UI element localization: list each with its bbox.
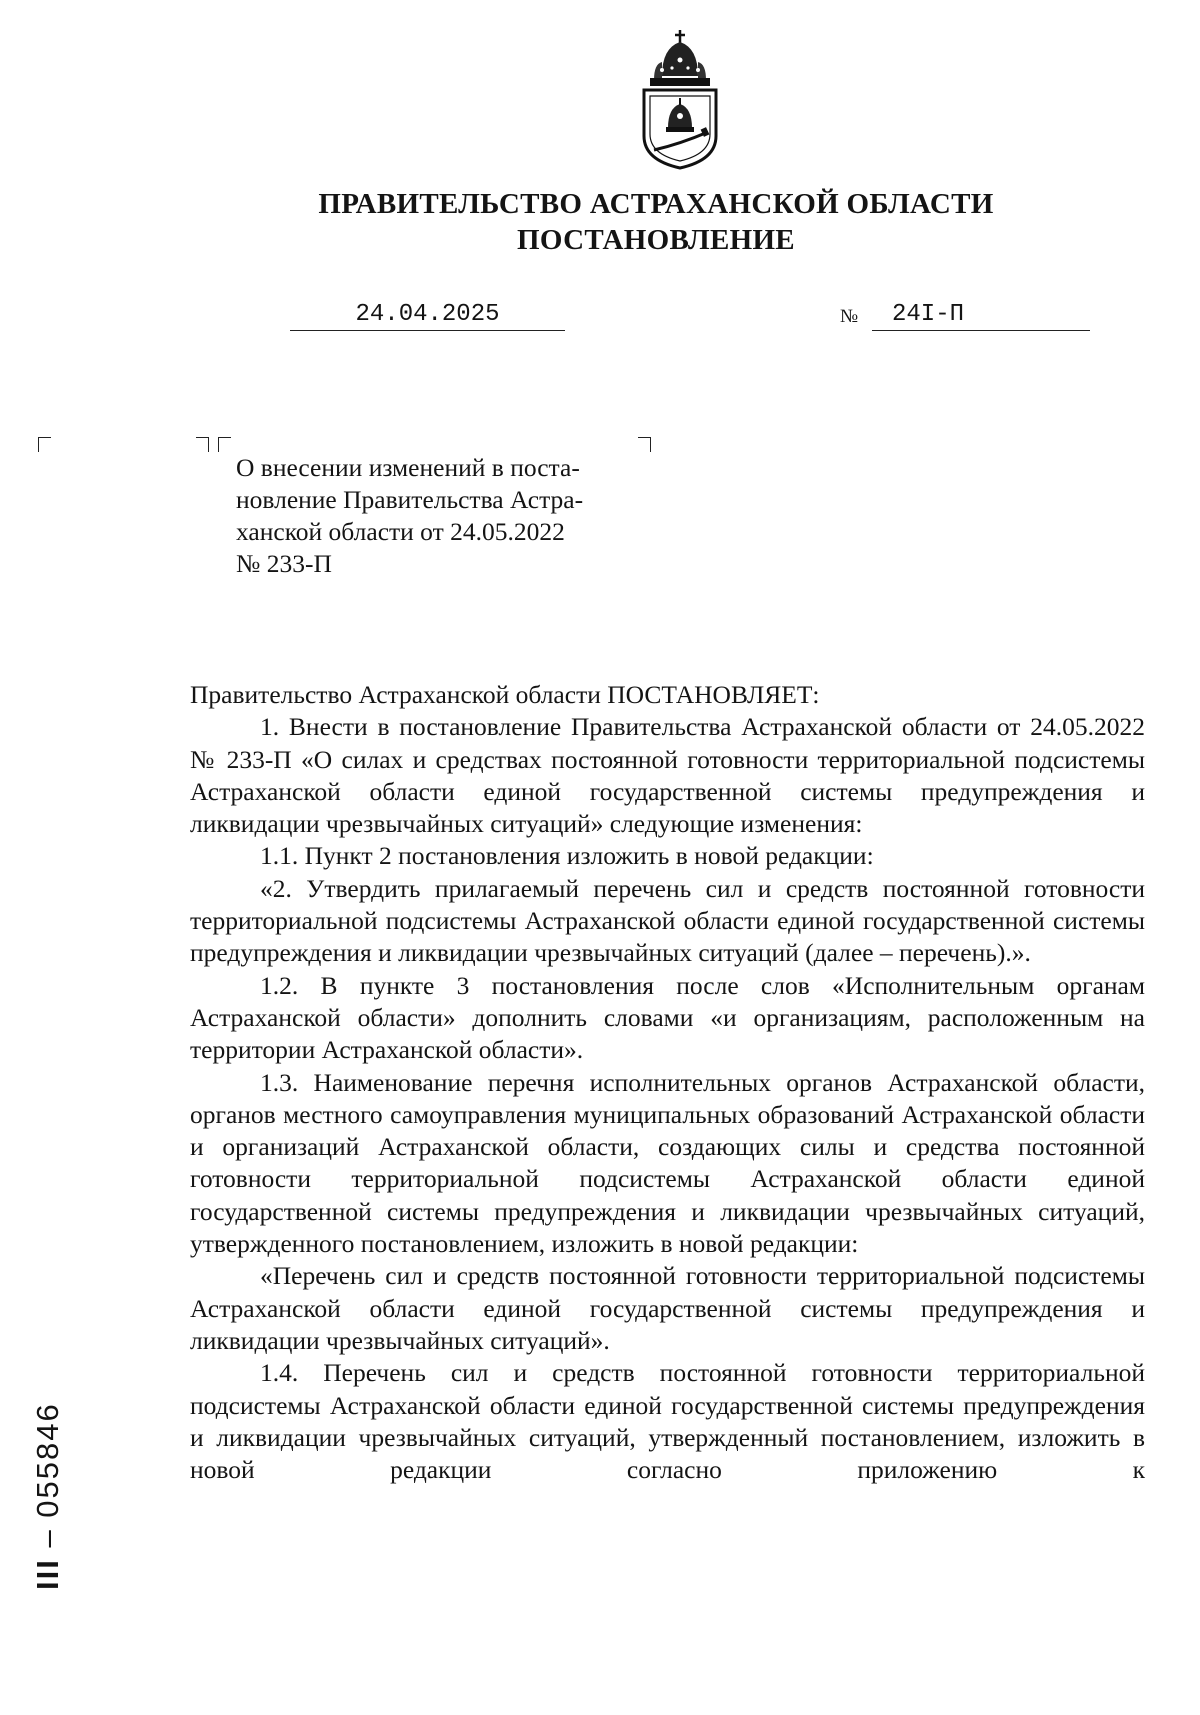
stamp-series: III [30, 1558, 65, 1590]
resolution-lead: Правительство Астраханской области ПОСТАНОВЛЯЕТ: [190, 680, 820, 709]
paragraph-1-1-quote: «2. Утвердить прилагаемый перечень сил и средств постоянной готовности территориальной подсистемы Астраханской области единой государственной системы предупреждения и ликвидации чрезвычайных ситуаций (далее – перечень).». [190, 873, 1145, 968]
corner-mark [638, 437, 651, 452]
paragraph-1-2: 1.2. В пункте 3 постановления после слов «Исполнительным органам Астраханской области» дополнить словами «и организациям, расположенным на территории Астраханской области». [190, 970, 1145, 1065]
stamp-serial-number: 055846 [30, 1402, 65, 1518]
subject-line: О внесении изменений в поста- [236, 453, 580, 482]
authority-title: ПРАВИТЕЛЬСТВО АСТРАХАНСКОЙ ОБЛАСТИ [318, 188, 994, 220]
corner-mark [196, 437, 209, 452]
coat-of-arms-icon [632, 28, 728, 170]
subject-line: № 233-П [236, 549, 332, 578]
number-label: № [840, 306, 859, 327]
document-date: 24.04.2025 [290, 300, 565, 331]
paragraph-1-3-quote: «Перечень сил и средств постоянной готовности территориальной подсистемы Астраханской области единой государственной системы предупреждения и ликвидации чрезвычайных ситуаций». [190, 1261, 1145, 1355]
subject-line: новление Правительства Астра- [236, 485, 584, 514]
paragraph-1-3: 1.3. Наименование перечня исполнительных органов Астраханской области, органов местного самоуправления муниципальных образований Астраханской области и организаций Астраханской области, создающих силы и средства постоянной готовности территориальной подсистемы Астраханской области единой государственной системы предупреждения и ликвидации чрезвычайных ситуаций, утвержденного постановлением, изложить в новой редакции: [190, 1067, 1145, 1259]
document-number: 24I-П [872, 300, 1090, 331]
document-body [190, 679, 1145, 1486]
blank-serial-stamp [28, 1350, 68, 1590]
paragraph-1-4: 1.4. Перечень сил и средств постоянной готовности территориальной подсистемы Астраханской области единой государственной системы предупреждения и ликвидации чрезвычайных ситуаций, утвержденный постановлением, изложить в новой редакции согласно приложению к [190, 1358, 1145, 1485]
stamp-separator: – [30, 1517, 65, 1559]
document-type-title: ПОСТАНОВЛЕНИЕ [517, 224, 795, 256]
subject-line: ханской области от 24.05.2022 [236, 517, 565, 546]
corner-mark [38, 437, 51, 452]
paragraph-1-1: 1.1. Пункт 2 постановления изложить в новой редакции: [260, 841, 874, 871]
corner-mark [218, 437, 231, 452]
document-subject [236, 452, 636, 580]
paragraph-1: 1. Внести в постановление Правительства Астраханской области от 24.05.2022 № 233-П «О силах и средствах постоянной готовности территориальной подсистемы Астраханской области единой государственной системы предупреждения и ликвидации чрезвычайных ситуаций» следующие изменения: [190, 712, 1145, 839]
